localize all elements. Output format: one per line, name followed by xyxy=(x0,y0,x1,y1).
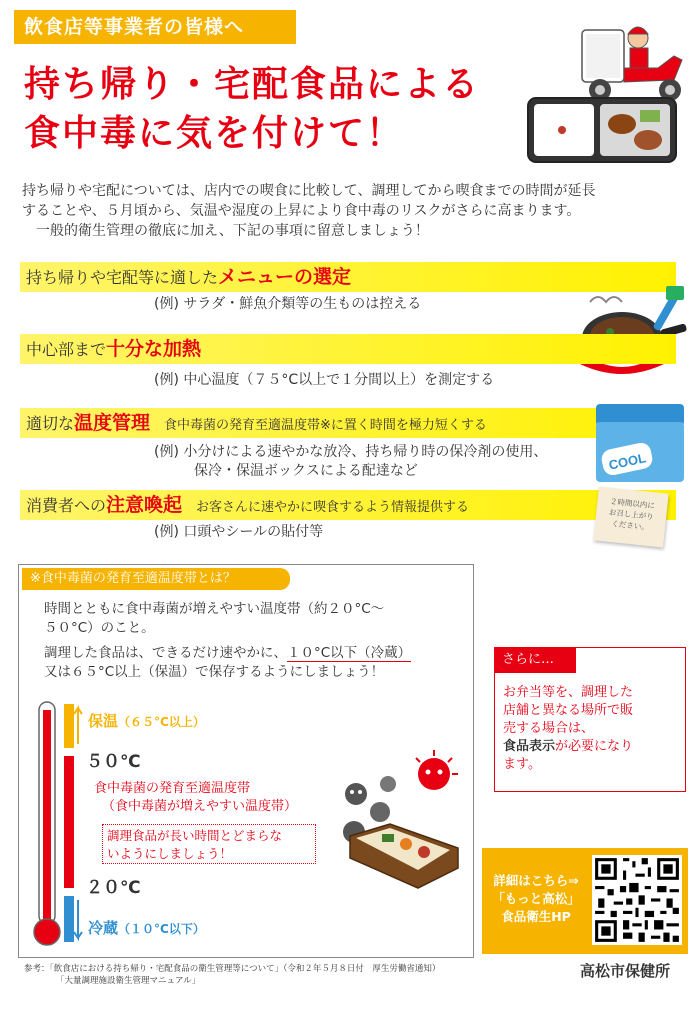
side-note-line-2: 店舗と異なる場所で販 xyxy=(503,703,634,718)
side-note-line-5: ます。 xyxy=(503,757,541,772)
cold-label xyxy=(88,917,205,938)
info-p2-line-1 xyxy=(44,644,464,663)
office-name: 高松市保健所 xyxy=(580,962,671,980)
section-notice-prefix: 消費者への xyxy=(26,496,107,515)
page-title xyxy=(24,60,544,158)
intro-line-2: することや、５月頃から、気温や湿度の上昇により食中毒のリスクがさらに高まります。 xyxy=(22,203,581,219)
info-tab: ※食中毒菌の発育至適温度帯とは？ xyxy=(22,568,290,590)
cold-label-sub: （１０°C以下） xyxy=(118,922,205,936)
info-p2-line-1-a: 調理した食品は、できるだけ速やかに、 xyxy=(44,645,287,661)
reference-line-2: 「大量調理施設衛生管理マニュアル」 xyxy=(56,976,201,986)
side-note-line-4 xyxy=(503,738,683,756)
section-menu-prefix: 持ち帰りや宅配等に適した xyxy=(26,268,219,287)
section-temperature-example-1: (例) 小分けによる速やかな放冷、持ち帰り時の保冷剤の使用、 xyxy=(154,444,548,460)
sticky-note xyxy=(593,486,668,547)
section-menu-emphasis: メニューの選定 xyxy=(218,266,352,288)
temp-20-label: ２０℃ xyxy=(86,878,141,898)
qr-caption xyxy=(486,872,586,926)
side-note-tab: さらに… xyxy=(494,647,576,673)
temperature-scale xyxy=(62,704,86,944)
info-p2-line-2: 又は６５°C以上（保温）で保存するようにしましょう！ xyxy=(44,664,385,680)
cooler-label: COOL xyxy=(607,450,648,473)
bento-box-illustration xyxy=(522,90,682,168)
side-note-line-3: 売する場合は、 xyxy=(503,721,595,736)
danger-zone-line-1: 食中毒菌の発育至適温度帯 xyxy=(94,781,251,796)
temp-50-label: ５０℃ xyxy=(86,752,141,772)
qr-code-icon[interactable] xyxy=(592,855,682,945)
section-heating-bar xyxy=(20,334,676,364)
sticky-note-line-1: ２時間以内に xyxy=(609,496,656,511)
reference-line-1: 参考：「飲食店における持ち帰り・宅配食品の衛生管理等について」（令和２年５月８日付 厚生労働省通知） xyxy=(24,964,441,974)
title-line-2: 食中毒に気を付けて！ xyxy=(24,113,405,154)
section-temperature-example-2: 保冷・保温ボックスによる配達など xyxy=(194,463,418,479)
section-heating-emphasis: 十分な加熱 xyxy=(106,338,202,360)
side-note-text xyxy=(503,684,683,774)
info-p1-line-2: ５０°C）のこと。 xyxy=(44,620,155,636)
warm-label-sub: （６５°C以上） xyxy=(118,715,205,729)
info-p1-line-1: 時間とともに食中毒菌が増えやすい温度帯（約２０°C～ xyxy=(44,601,385,617)
section-notice-note: お客さんに速やかに喫食するよう情報提供する xyxy=(196,500,470,515)
section-temperature-prefix: 適切な xyxy=(26,414,75,433)
qr-caption-line-2: 「もっと高松」 xyxy=(492,891,580,906)
cold-label-main: 冷蔵 xyxy=(88,919,119,937)
sticky-note-line-3: ください。 xyxy=(610,519,650,532)
section-heating-example: (例) 中心温度（７５°C以上で１分間以上）を測定する xyxy=(154,372,495,388)
warm-label xyxy=(88,710,205,731)
section-notice-example: (例) 口頭やシールの貼付等 xyxy=(154,524,324,540)
qr-caption-line-1: 詳細はこちら⇒ xyxy=(493,873,579,888)
danger-zone-line-2: （食中毒菌が増えやすい温度帯） xyxy=(102,799,298,814)
qr-caption-line-3: 食品衛生HP xyxy=(501,909,571,924)
side-note-line-4-rest: が必要になり xyxy=(555,739,634,754)
section-notice-bar xyxy=(20,490,676,520)
intro-line-3: 一般的衛生管理の徹底に加え、下記の事項に留意しましょう！ xyxy=(36,223,429,239)
thermometer-icon xyxy=(30,700,64,950)
section-menu-example: (例) サラダ・鮮魚介類等の生ものは控える xyxy=(154,296,422,312)
warm-label-main: 保温 xyxy=(88,712,119,730)
intro-line-1: 持ち帰りや宅配については、店内での喫食に比較して、調理してから喫食までの時間が延長 xyxy=(22,183,596,199)
section-temperature-note: 食中毒菌の発育至適温度帯※に置く時間を極力短くする xyxy=(164,418,487,433)
tip-note xyxy=(102,824,316,864)
info-p2-line-1-b: １０°C以下（冷蔵） xyxy=(287,645,412,661)
section-heating-prefix: 中心部まで xyxy=(26,340,107,359)
cooler-box-illustration xyxy=(592,398,688,486)
side-note-line-1: お弁当等を、調理した xyxy=(503,685,634,700)
reference-note xyxy=(24,963,564,987)
section-notice-emphasis: 注意喚起 xyxy=(106,494,183,516)
tip-note-line-2: いようにしましょう！ xyxy=(107,846,233,861)
section-temperature-bar xyxy=(20,408,676,438)
tip-note-line-1: 調理食品が長い時間とどまらな xyxy=(107,828,283,843)
section-temperature-emphasis: 温度管理 xyxy=(74,412,151,434)
sticky-note-line-2: お召し上がり xyxy=(608,507,655,522)
header-tag: 飲食店等事業者の皆様へ xyxy=(14,10,296,44)
title-line-1: 持ち帰り・宅配食品による xyxy=(24,64,481,105)
germs-bento-illustration xyxy=(330,748,468,898)
side-note-bold: 食品表示 xyxy=(503,739,556,754)
